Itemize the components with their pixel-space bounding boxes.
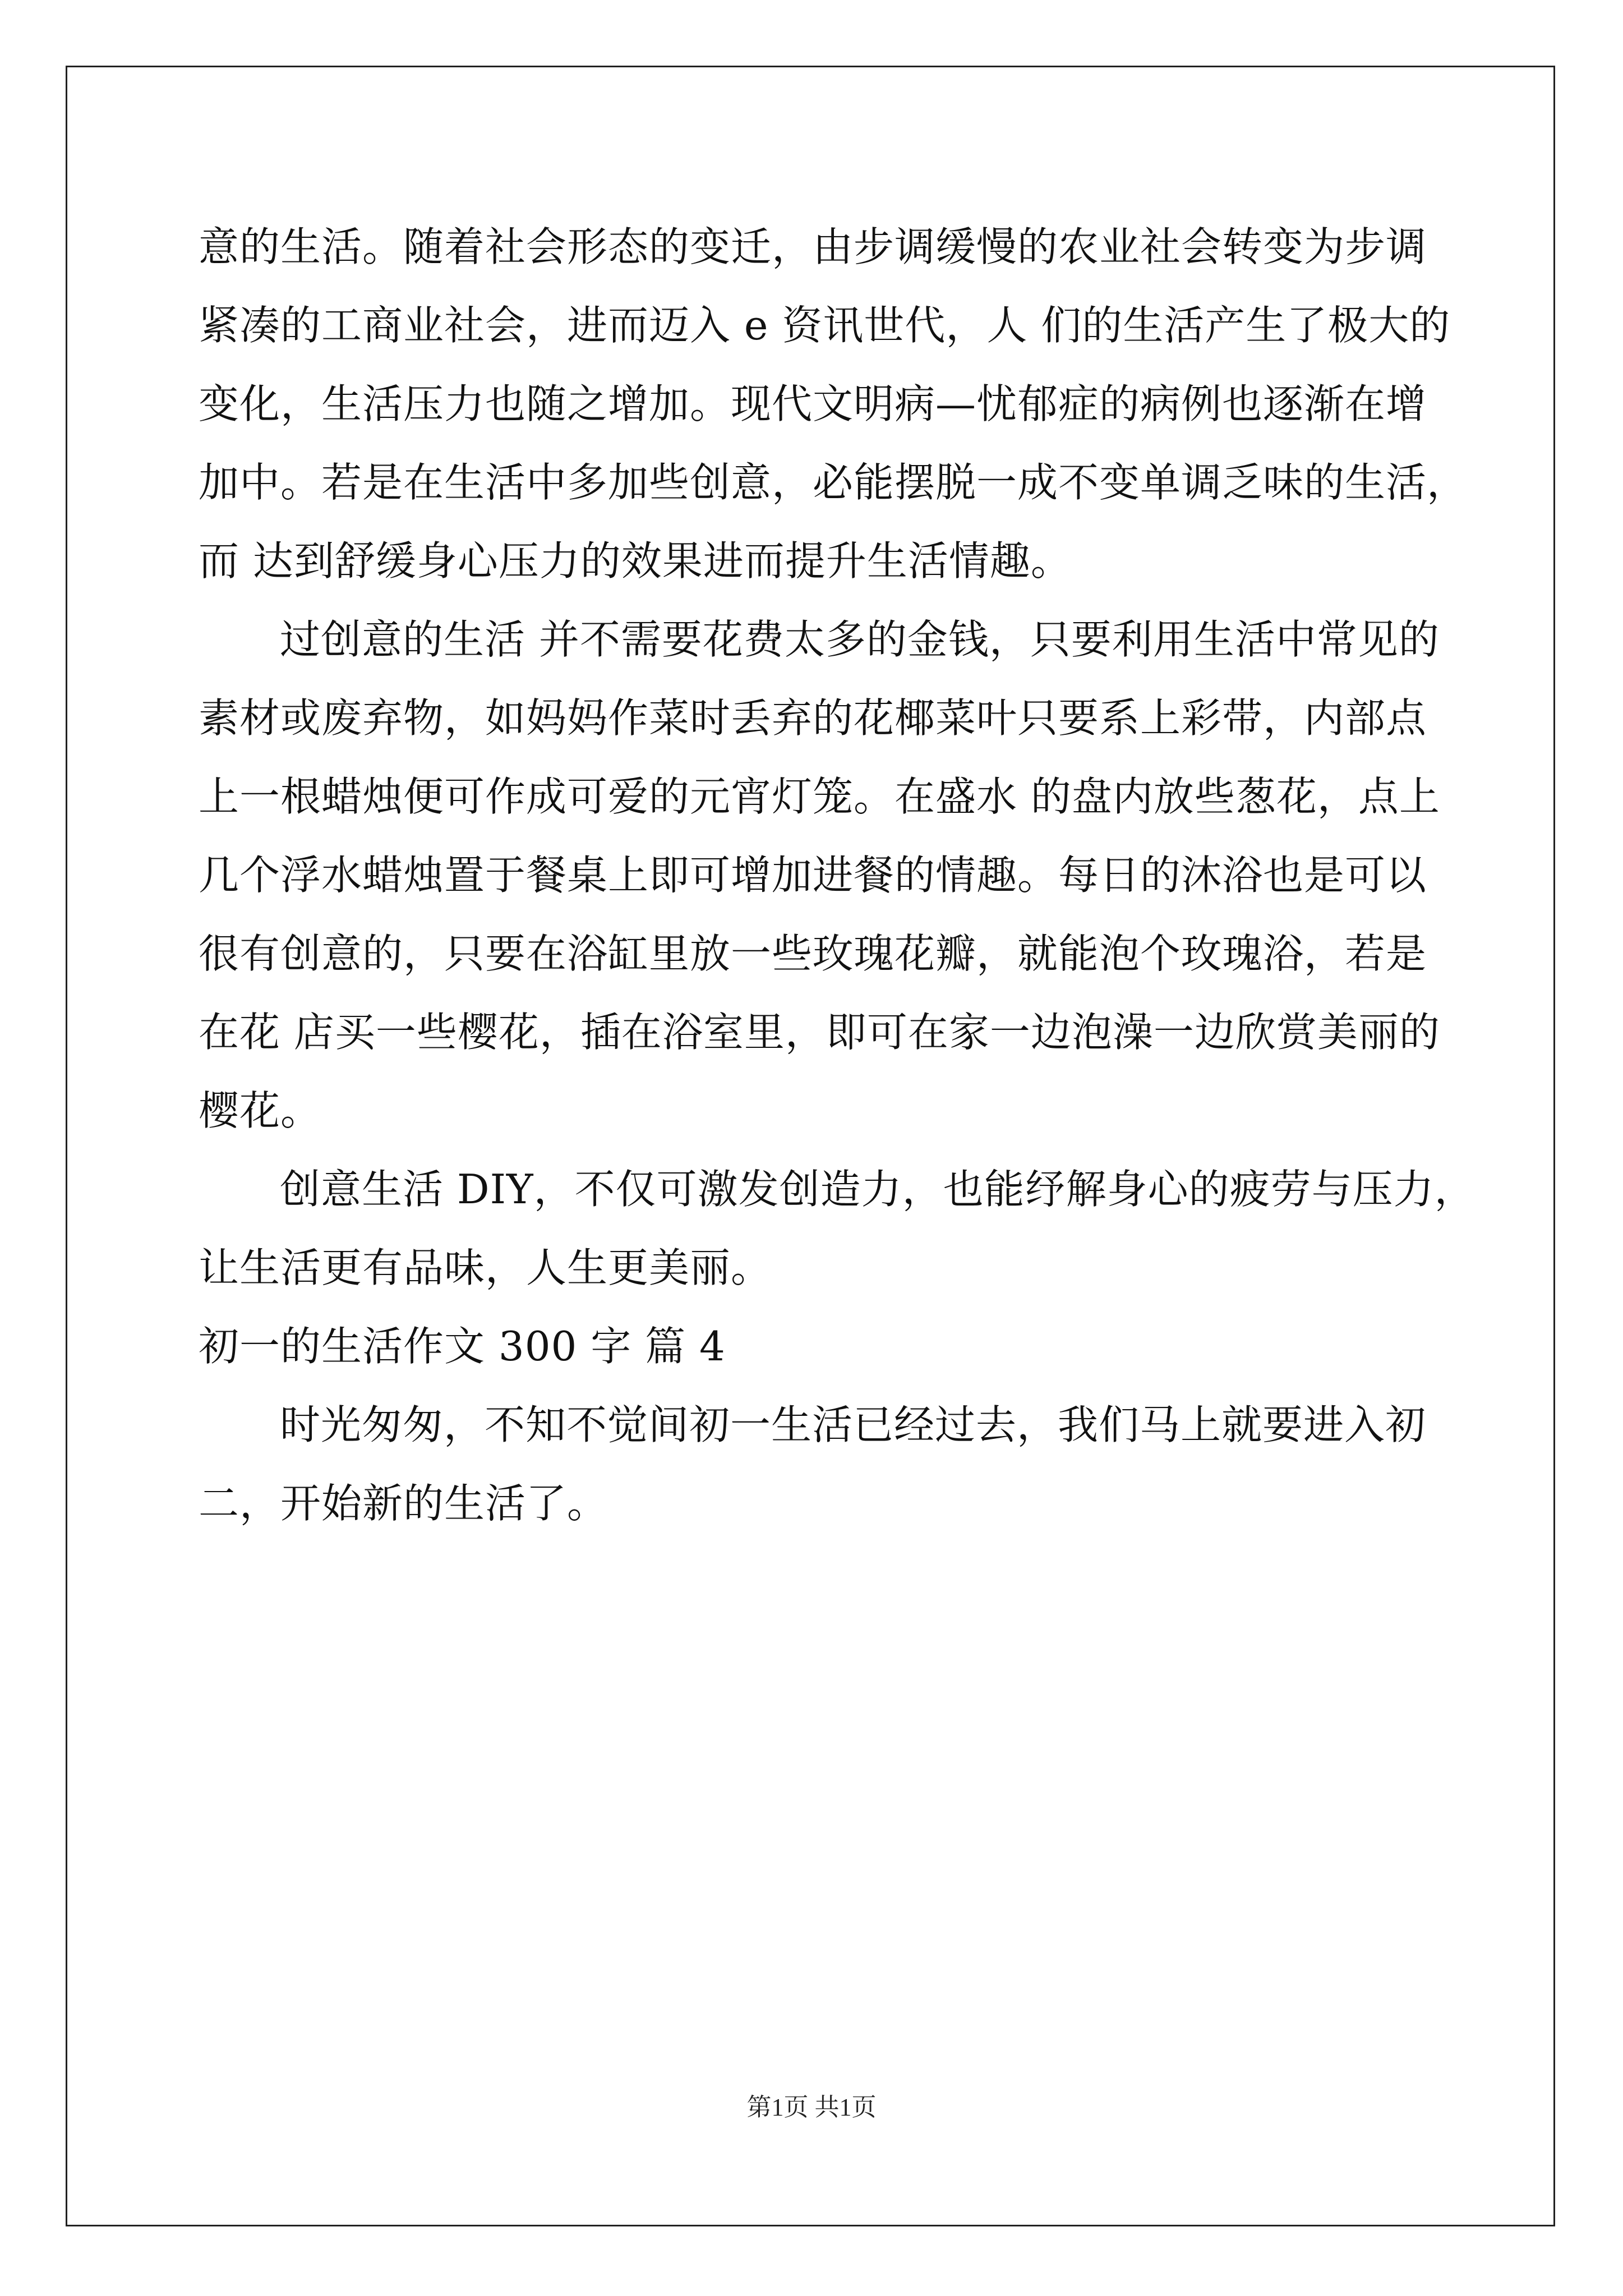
body-line: 意的生活。随着社会形态的变迁，由步调缓慢的农业社会转变为步调 xyxy=(199,223,1427,270)
body-line: 而 达到舒缓身心压力的效果进而提升生活情趣。 xyxy=(199,537,1072,585)
body-line: 很有创意的，只要在浴缸里放一些玫瑰花瓣，就能泡个玫瑰浴，若是 xyxy=(199,930,1427,977)
document-body xyxy=(199,208,1476,1543)
page-number-footer: 第1页 共1页 xyxy=(746,2093,877,2121)
body-line: 变化，生活压力也随之增加。现代文明病—忧郁症的病例也逐渐在增 xyxy=(199,380,1427,427)
body-line: 上一根蜡烛便可作成可爱的元宵灯笼。在盛水 的盘内放些葱花，点上 xyxy=(199,773,1440,820)
body-line: 素材或废弃物，如妈妈作菜时丢弃的花椰菜叶只要系上彩带，内部点 xyxy=(199,694,1427,742)
body-line: 二，开始新的生活了。 xyxy=(199,1480,608,1527)
body-line: 几个浮水蜡烛置于餐桌上即可增加进餐的情趣。每日的沐浴也是可以 xyxy=(199,852,1427,899)
paragraph-start-line: 过创意的生活 并不需要花费太多的金钱，只要利用生活中常见的 xyxy=(280,616,1440,663)
body-line: 樱花。 xyxy=(199,1087,322,1134)
body-line: 紧凑的工商业社会，进而迈入 e 资讯世代，人 们的生活产生了极大的 xyxy=(199,302,1451,349)
paragraph-start-line: 时光匆匆，不知不觉间初一生活已经过去，我们马上就要进入初 xyxy=(280,1401,1427,1448)
body-line: 在花 店买一些樱花，插在浴室里，即可在家一边泡澡一边欣赏美丽的 xyxy=(199,1009,1440,1056)
body-line: 加中。若是在生活中多加些创意，必能摆脱一成不变单调乏味的生活， xyxy=(199,459,1468,506)
paragraph-start-line: 创意生活 DIY，不仅可激发创造力，也能纾解身心的疲劳与压力， xyxy=(280,1166,1476,1213)
section-heading: 初一的生活作文 300 字 篇 4 xyxy=(199,1323,726,1370)
body-line: 让生活更有品味，人生更美丽。 xyxy=(199,1244,772,1291)
